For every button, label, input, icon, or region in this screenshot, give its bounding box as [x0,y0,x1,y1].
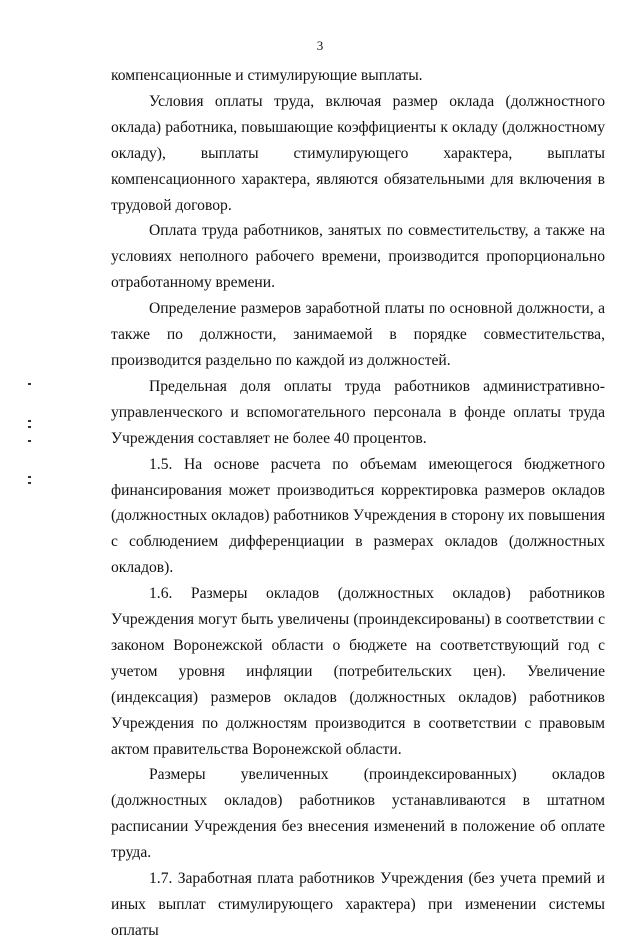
paragraph-admin-share-limit: Предельная доля оплаты труда работников административно-управленческого и вспомогательного персонала в фонде оплаты труда Учреждения составляет не более 40 процентов. [111,377,605,447]
scan-mark [28,476,31,478]
scan-mark [28,383,31,385]
page-number: 3 [316,38,324,53]
paragraph-1-7: 1.7. Заработная плата работников Учреждения (без учета премий и иных выплат стимулирующего характера) при изменении системы оплаты [111,870,605,939]
paragraph-indexed-salaries: Размеры увеличенных (проиндексированных) окладов (должностных окладов) работников устанавливаются в штатном расписании Учреждения без внесения изменений в положение об оплате труда. [111,766,605,862]
document-body [111,63,605,944]
scan-mark [28,440,31,442]
paragraph-1-6: 1.6. Размеры окладов (должностных окладов) работников Учреждения могут быть увеличены (проиндексированы) в соответствии с законом Воронежской области о бюджете на соответствующий год с учетом уровня инфляции (потребительских цен). Увеличение (индексация) размеров окладов (должностных окладов) работников Учреждения по должностям производится в соответствии с правовым актом правительства Воронежской области. [111,585,605,758]
paragraph-1-5: 1.5. На основе расчета по объемам имеющегося бюджетного финансирования может производиться корректировка размеров окладов (должностных окладов) работников Учреждения в сторону их повышения с соблюдением дифференциации в размерах окладов (должностных окладов). [111,455,605,577]
paragraph-continuation: компенсационные и стимулирующие выплаты. [111,67,423,84]
paragraph-salary-determination: Определение размеров заработной платы по основной должности, а также по должности, занимаемой в порядке совместительства, производится раздельно по каждой из должностей. [111,300,605,369]
scan-mark [28,420,31,422]
scan-mark [28,482,31,484]
paragraph-part-time-pay: Оплата труда работников, занятых по совместительству, а также на условиях неполного рабочего времени, производится пропорционально отработанному времени. [111,222,605,292]
paragraph-payment-conditions: Условия оплаты труда, включая размер оклада (должностного оклада) работника, повышающие коэффициенты к окладу (должностному окладу), выплаты стимулирующего характера, выплаты компенсационного характера, являются обязательными для включения в трудовой договор. [111,92,605,214]
scan-mark [28,426,31,428]
